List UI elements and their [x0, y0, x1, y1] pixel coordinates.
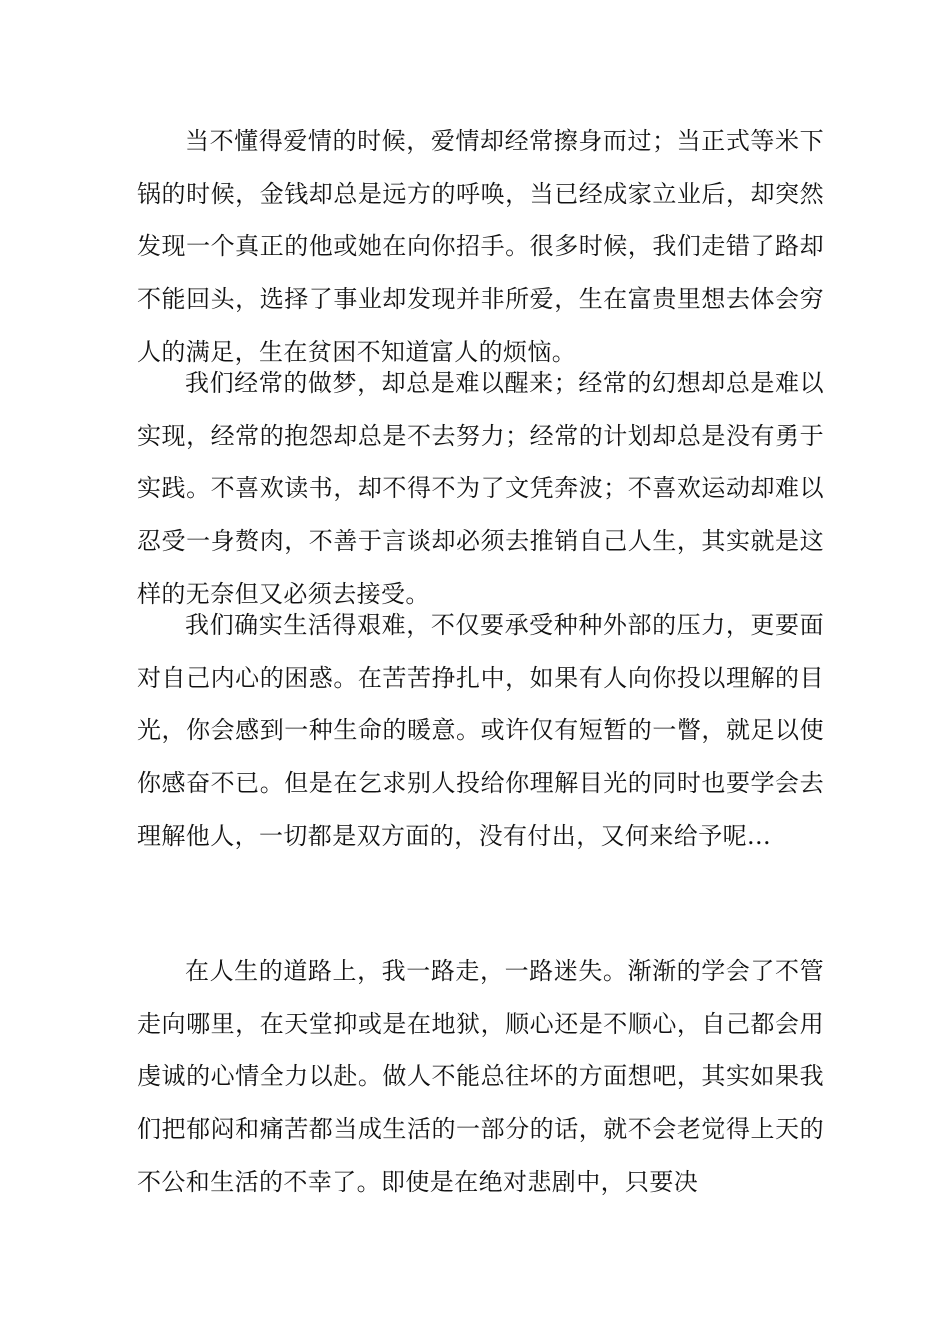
paragraph-3: 我们确实生活得艰难，不仅要承受种种外部的压力，更要面对自己内心的困惑。在苦苦挣扎中，如果有人向你投以理解的目光，你会感到一种生命的暖意。或许仅有短暂的一瞥，就足以使你感奋不已。但是在乞求别人投给你理解目光的同时也要学会去理解他人，一切都是双方面的，没有付出，又何来给予呢...: [137, 611, 824, 850]
paragraph-2: 我们经常的做梦，却总是难以醒来；经常的幻想却总是难以实现，经常的抱怨却总是不去努力；经常的计划却总是没有勇于实践。不喜欢读书，却不得不为了文凭奔波；不喜欢运动却难以忍受一身赘肉，不善于言谈却必须去推销自己人生，其实就是这样的无奈但又必须去接受。: [137, 369, 824, 608]
paragraph-1: 当不懂得爱情的时候，爱情却经常擦身而过；当正式等米下锅的时候，金钱却总是远方的呼唤，当已经成家立业后，却突然发现一个真正的他或她在向你招手。很多时候，我们走错了路却不能回头，选择了事业却发现并非所爱，生在富贵里想去体会穷人的满足，生在贫困不知道富人的烦恼。: [137, 127, 824, 366]
paragraph-4: 在人生的道路上，我一路走，一路迷失。渐渐的学会了不管走向哪里，在天堂抑或是在地狱，顺心还是不顺心，自己都会用虔诚的心情全力以赴。做人不能总往坏的方面想吧，其实如果我们把郁闷和痛苦都当成生活的一部分的话，就不会老觉得上天的不公和生活的不幸了。即使是在绝对悲剧中，只要决: [137, 957, 824, 1196]
